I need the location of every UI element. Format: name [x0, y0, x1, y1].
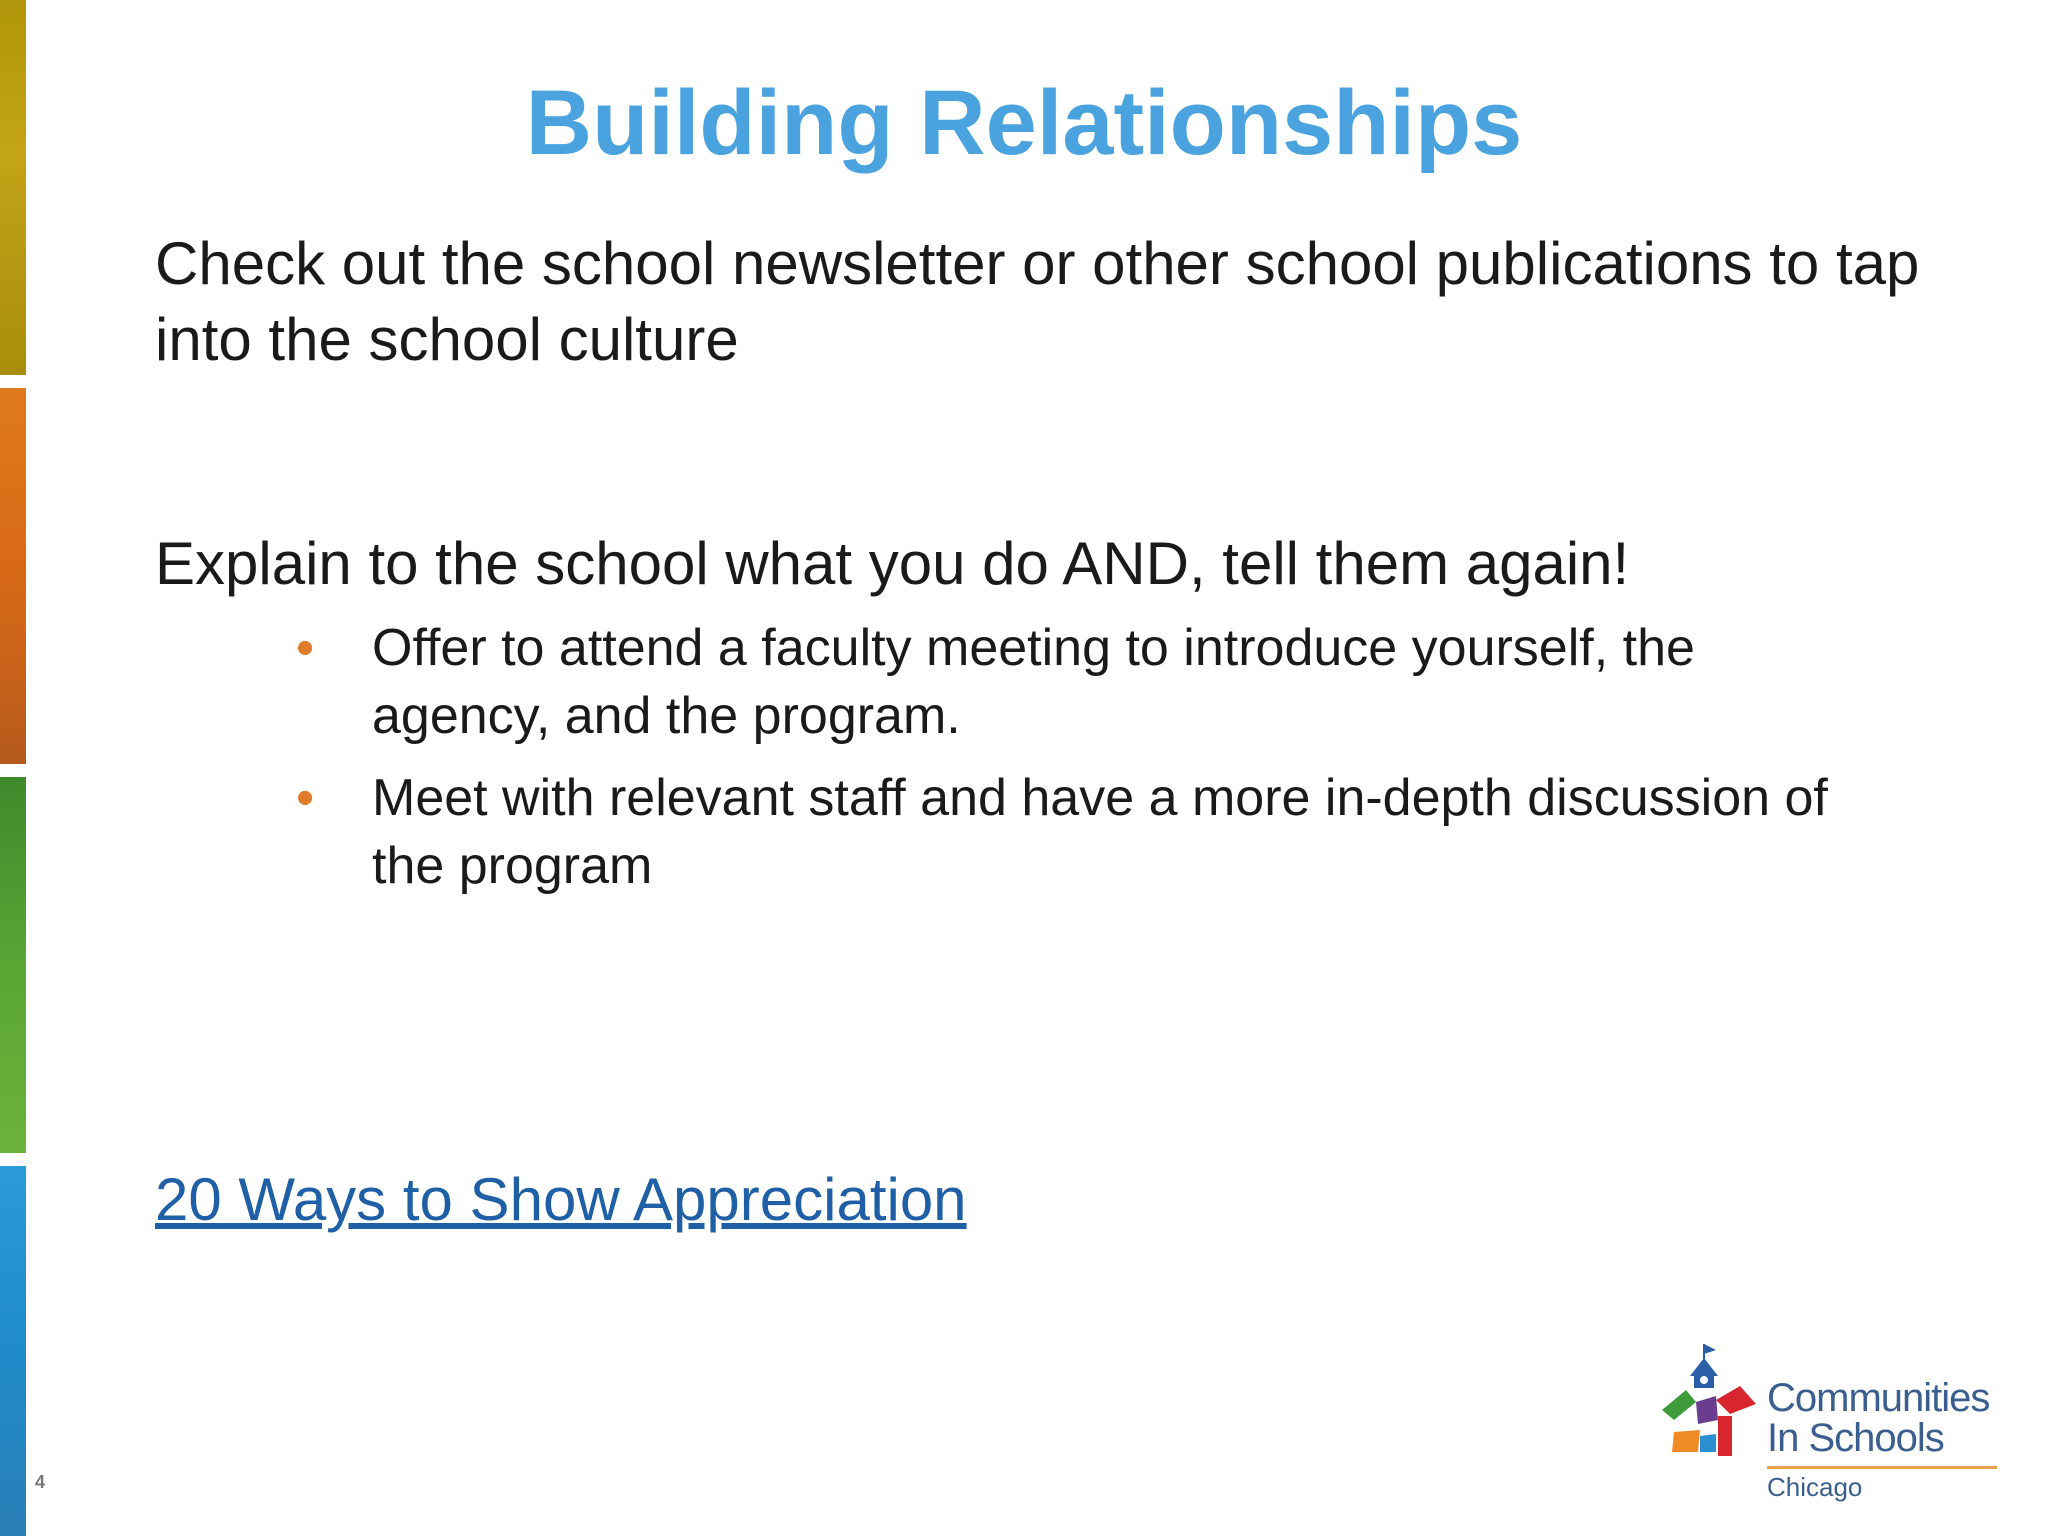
bullet-item-faculty-meeting: [296, 614, 1856, 750]
logo-divider: [1767, 1466, 1997, 1469]
bullet-dot-icon: •: [296, 619, 315, 677]
schoolhouse-logo-icon: [1660, 1340, 1760, 1460]
bullet-item-staff-meeting: [296, 764, 1856, 900]
logo-text-chicago: Chicago: [1767, 1472, 1863, 1502]
bullet-text: Offer to attend a faculty meeting to introduce yourself, the agency, and the program.: [372, 619, 1695, 745]
bullet-list: [296, 614, 1856, 914]
logo-text-in-schools: In Schools: [1767, 1416, 1944, 1460]
color-bar-blue-segment: [0, 1166, 26, 1536]
communities-in-schools-logo: [1660, 1340, 2000, 1510]
bullet-text: Meet with relevant staff and have a more in-depth discussion of the program: [372, 769, 1828, 895]
color-bar-green-segment: [0, 777, 26, 1153]
paragraph-explain: Explain to the school what you do AND, tell them again!: [155, 530, 1630, 597]
color-bar-gold-segment: [0, 0, 26, 375]
paragraph-newsletter: Check out the school newsletter or other school publications to tap into the school culture: [155, 230, 1920, 373]
logo-text-communities: Communities: [1767, 1376, 1990, 1420]
bullet-dot-icon: •: [296, 769, 315, 827]
left-color-bar: [0, 0, 26, 1536]
slide-number: 4: [35, 1472, 46, 1492]
slide-title: Building Relationships: [525, 72, 1523, 174]
appreciation-link[interactable]: 20 Ways to Show Appreciation: [155, 1166, 967, 1233]
color-bar-orange-segment: [0, 388, 26, 764]
